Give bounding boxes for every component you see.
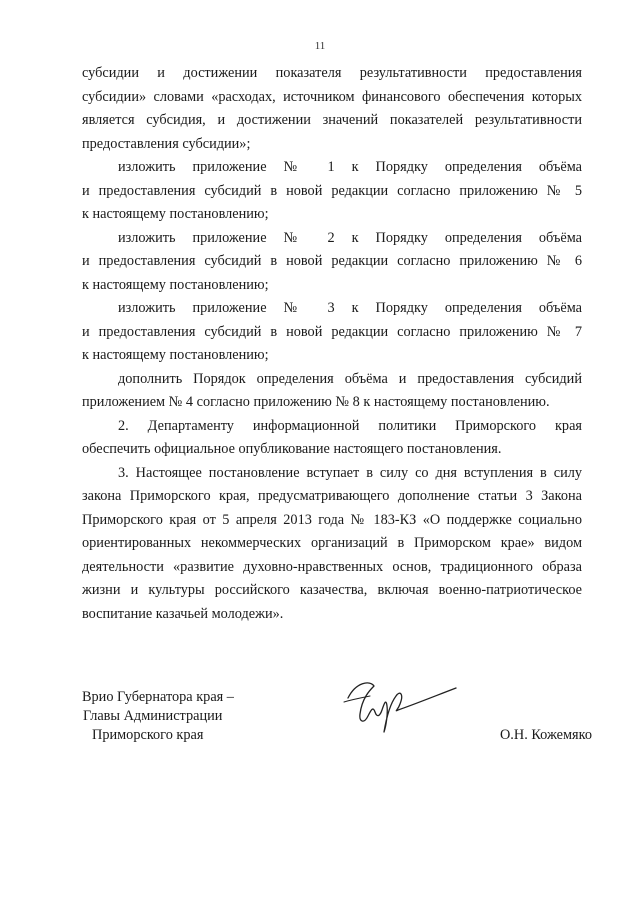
text-line: является субсидия, и достижении значений показателей результативности [82, 112, 582, 128]
signature-block [82, 688, 592, 758]
text-line: предоставления субсидии»; [82, 135, 251, 152]
text-line: и предоставления субсидий в новой редакции согласно приложению № 5 [82, 182, 582, 199]
text-line: изложить приложение № 3 к Порядку определения объёма [118, 300, 582, 316]
text-line: изложить приложение № 2 к Порядку определения объёма [118, 229, 582, 246]
text-line: 2. Департаменту информационной политики Приморского края [118, 417, 582, 434]
signatory-name: О.Н. Кожемяко [499, 727, 592, 743]
text-line: приложением № 4 согласно приложению № 8 к настоящему постановлению. [82, 394, 550, 410]
text-line: и предоставления субсидий в новой редакции согласно приложению № 6 [82, 253, 582, 269]
signatory-position [82, 688, 234, 745]
position-line-2: Главы Администрации [83, 708, 223, 724]
text-line: воспитание казачьей молодежи». [82, 605, 284, 622]
text-line: к настоящему постановлению; [82, 276, 269, 293]
text-line: 3. Настоящее постановление вступает в силу со дня вступления в силу [118, 464, 582, 481]
text-line: к настоящему постановлению; [82, 347, 269, 363]
text-line: и предоставления субсидий в новой редакции согласно приложению № 7 [82, 323, 582, 340]
text-line: деятельности «развитие духовно-нравственных основ, традиционного образа [82, 558, 582, 575]
position-line-1: Врио Губернатора края – [82, 689, 234, 705]
document-body [82, 62, 582, 626]
position-line-3: Приморского края [92, 727, 204, 743]
text-line: обеспечить официальное опубликование настоящего постановления. [82, 441, 502, 457]
text-line: изложить приложение № 1 к Порядку определения объёма [118, 159, 582, 175]
text-line: к настоящему постановлению; [82, 206, 269, 222]
text-line: дополнить Порядок определения объёма и предоставления субсидий [118, 370, 582, 387]
handwritten-signature [340, 676, 460, 738]
text-line: субсидии и достижении показателя результативности предоставления [82, 65, 582, 81]
text-line: субсидии» словами «расходах, источником финансового обеспечения которых [82, 88, 582, 105]
text-line: Приморского края от 5 апреля 2013 года № 183-КЗ «О поддержке социально [82, 511, 582, 528]
text-line: закона Приморского края, предусматривающего дополнение статьи 3 Закона [82, 488, 582, 504]
page-number: 11 [314, 40, 326, 52]
text-line: жизни и культуры российского казачества, включая военно-патриотическое [82, 582, 582, 598]
text-line: ориентированных некоммерческих организаций в Приморском крае» видом [82, 535, 582, 551]
